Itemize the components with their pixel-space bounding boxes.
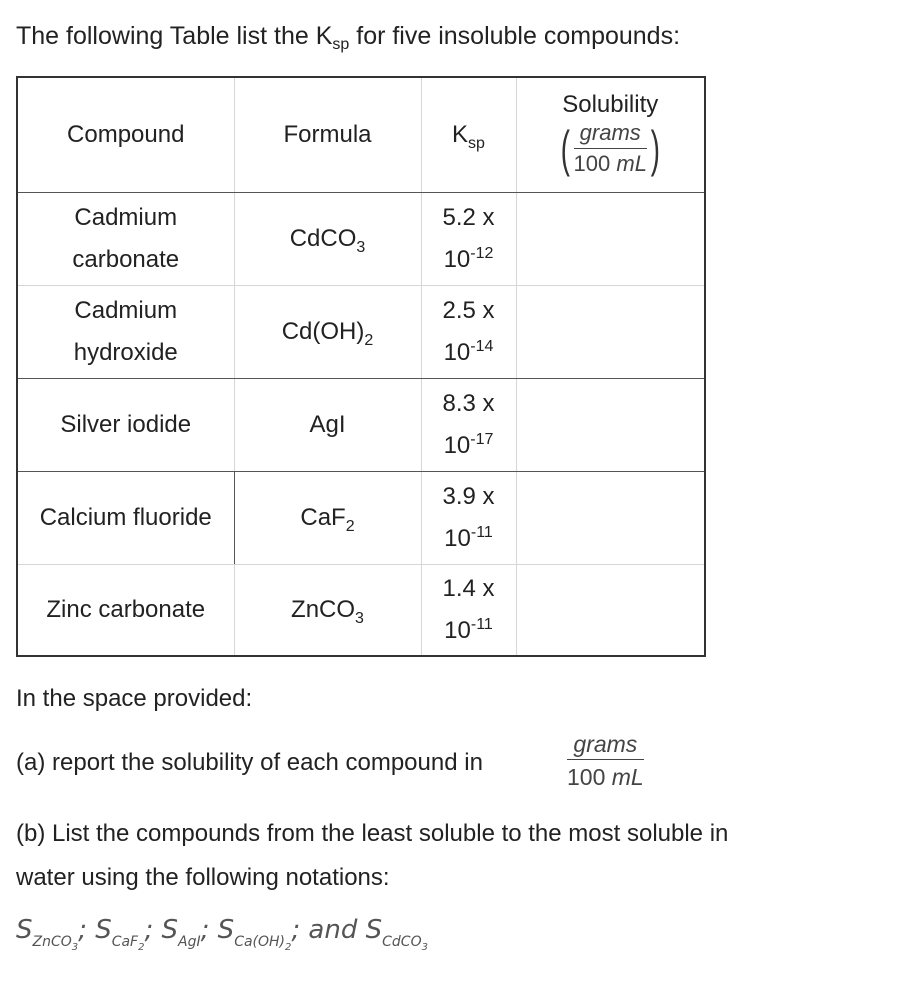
- ksp-cell: 5.2 x $10^{-12}$: [421, 192, 516, 285]
- ksp-cell: 8.3 x $10^{-17}$: [421, 378, 516, 471]
- header-compound: Compound: [17, 77, 234, 192]
- notation-list: $S_{ZnCO_3}$; $S_{CaF_2}$; $S_{AgI}$; $S_{Ca(OH)_2}$; and $S_{CdCO_3}$: [16, 915, 428, 953]
- compound-cell: Silver iodide: [17, 378, 234, 471]
- part-a-unit-numerator: grams: [573, 731, 638, 757]
- formula-cell: ZnCO$_3$: [234, 564, 421, 656]
- unit-denominator: 100 mL: [573, 150, 647, 176]
- compound-cell: Cadmium hydroxide: [17, 285, 234, 378]
- part-b-line1: (b) List the compounds from the least soluble to the most soluble in: [16, 820, 729, 847]
- solubility-answer-cell[interactable]: [516, 285, 705, 378]
- unit-numerator: grams: [579, 119, 641, 145]
- ksp-table: [16, 76, 706, 657]
- header-ksp: $K_{sp}$: [421, 77, 516, 192]
- table-row: [17, 564, 705, 656]
- intro-before: The following Table list the K: [16, 22, 333, 50]
- ksp-cell: 1.4 x $10^{-11}$: [421, 564, 516, 656]
- ksp-cell: 2.5 x $10^{-14}$: [421, 285, 516, 378]
- solubility-answer-cell[interactable]: [516, 471, 705, 564]
- formula-cell: $Cd(OH)_2$: [234, 285, 421, 378]
- header-solubility: [516, 77, 705, 192]
- solubility-answer-cell[interactable]: [516, 192, 705, 285]
- intro-text: [16, 16, 680, 56]
- compound-cell: Cadmium carbonate: [17, 192, 234, 285]
- solubility-answer-cell[interactable]: [516, 378, 705, 471]
- header-formula: Formula: [234, 77, 421, 192]
- ksp-cell: 3.9 x $10^{-11}$: [421, 471, 516, 564]
- formula-cell: CdCO$_3$: [234, 192, 421, 285]
- part-a-unit-denominator: 100 mL: [567, 764, 644, 790]
- part-b-line2: water using the following notations:: [16, 864, 390, 891]
- compound-cell: Zinc carbonate: [17, 564, 234, 656]
- formula-cell: CaF$_2$: [234, 471, 421, 564]
- table-row: [17, 285, 705, 378]
- space-provided-text: In the space provided:: [16, 685, 253, 712]
- table-row: [17, 378, 705, 471]
- formula-cell: AgI: [234, 378, 421, 471]
- table-row: [17, 192, 705, 285]
- intro-after: for five insoluble compounds:: [349, 22, 681, 50]
- solubility-answer-cell[interactable]: [516, 564, 705, 656]
- intro-sub: sp: [332, 36, 350, 53]
- compound-cell: Calcium fluoride: [17, 471, 234, 564]
- part-a-text: (a) report the solubility of each compound in: [16, 749, 483, 776]
- header-row: [17, 77, 705, 192]
- solubility-unit: ( $\frac{\text{grams}}{100 mL}$ ): [560, 119, 660, 177]
- table-row: [17, 471, 705, 564]
- solubility-label: Solubility: [562, 90, 659, 118]
- part-a-unit: [567, 729, 644, 794]
